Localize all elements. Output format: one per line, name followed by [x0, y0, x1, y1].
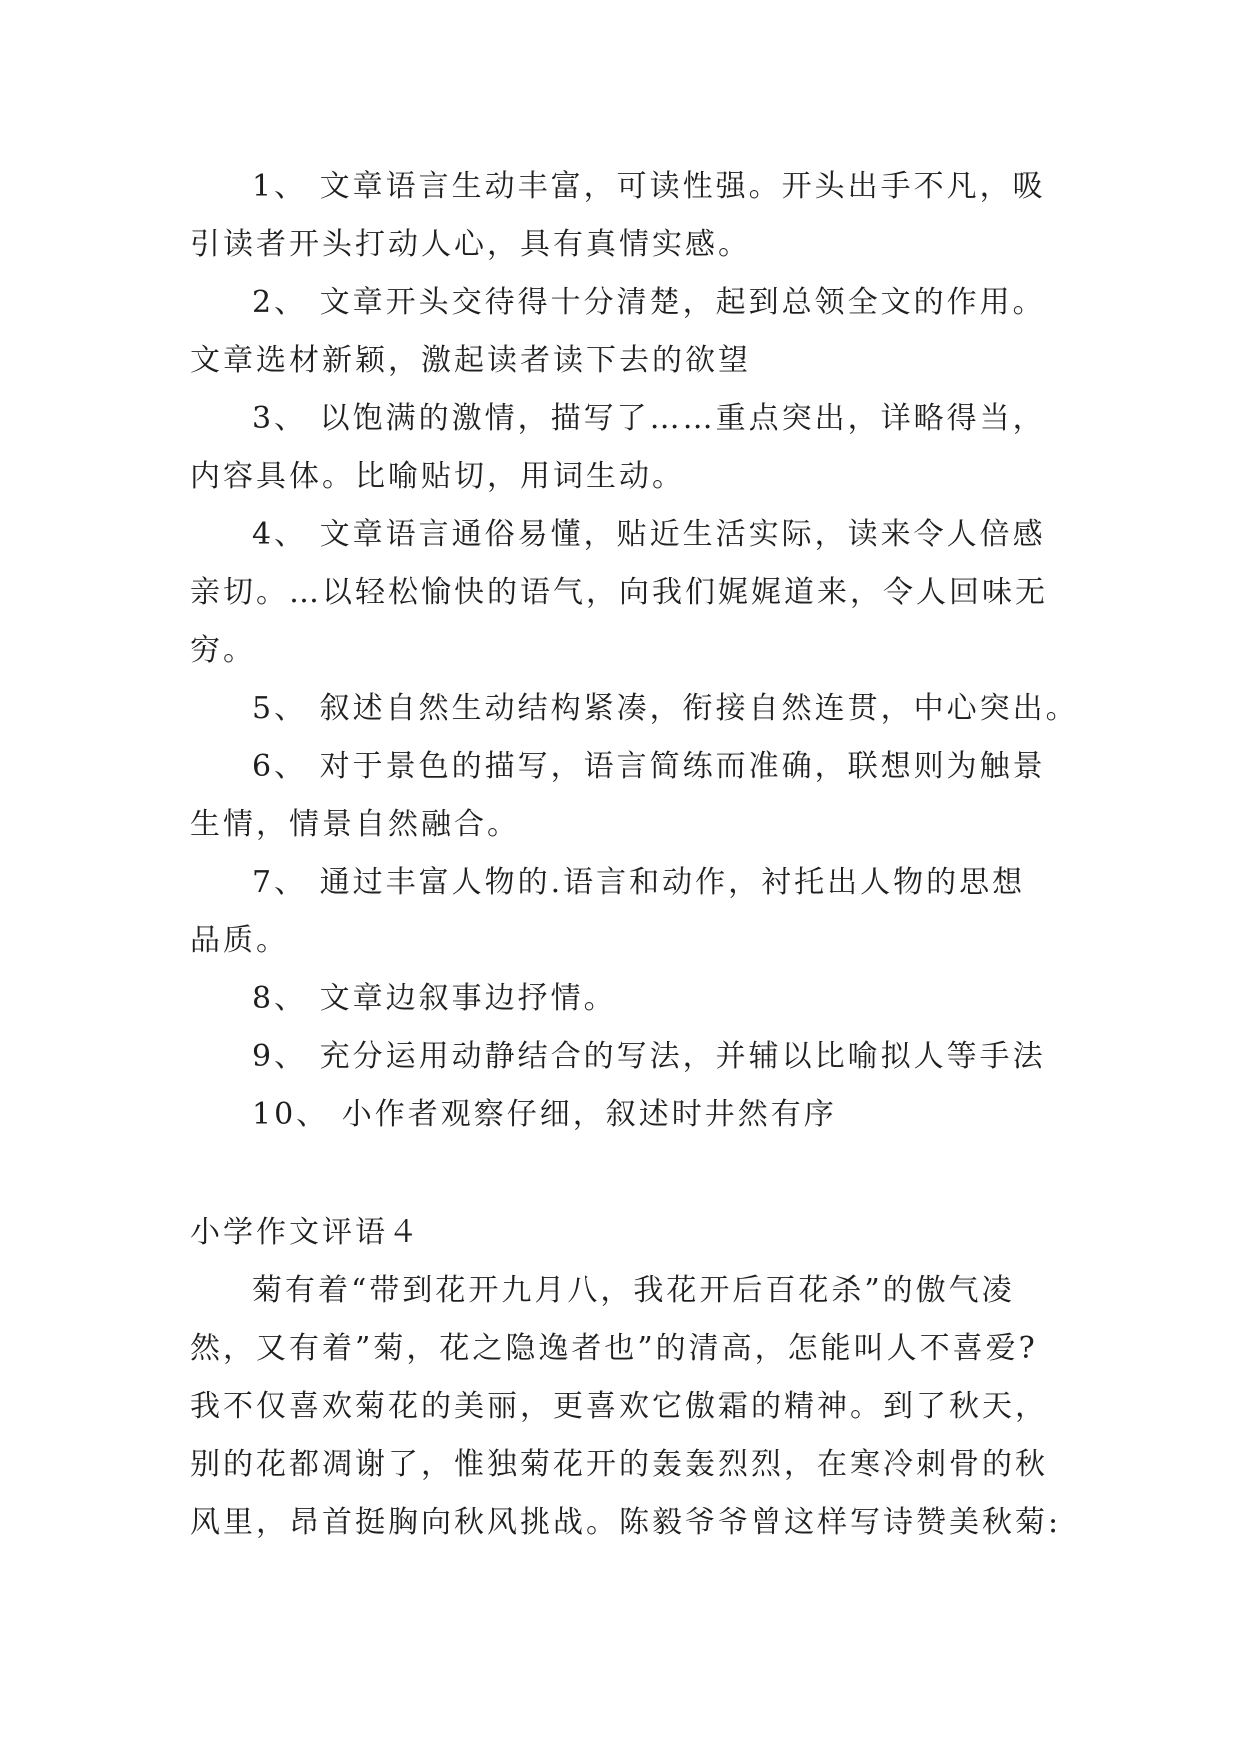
section-heading: 小学作文评语４ [190, 1215, 421, 1250]
paragraph-line-4: 别的花都凋谢了，惟独菊花开的轰轰烈烈，在寒冷刺骨的秋 [190, 1447, 1048, 1482]
paragraph-line-2: 然，又有着”菊，花之隐逸者也”的清高，怎能叫人不喜爱? [190, 1331, 1038, 1366]
list-item-4-line-2: 亲切。…以轻松愉快的语气，向我们娓娓道来，令人回味无 [190, 575, 1048, 610]
list-item-10-line-1: 10、 小作者观察仔细，叙述时井然有序 [252, 1097, 837, 1132]
list-item-4-line-1: 4、 文章语言通俗易懂，贴近生活实际，读来令人倍感 [252, 517, 1046, 552]
paragraph-line-1: 菊有着“带到花开九月八，我花开后百花杀”的傲气凌 [252, 1273, 1015, 1308]
list-item-7-line-1: 7、 通过丰富人物的.语言和动作，衬托出人物的思想 [252, 865, 1026, 900]
list-item-3-line-2: 内容具体。比喻贴切，用词生动。 [190, 459, 685, 494]
list-item-7-line-2: 品质。 [190, 923, 289, 958]
list-item-3-line-1: 3、 以饱满的激情，描写了……重点突出，详略得当， [252, 401, 1046, 436]
list-item-8-line-1: 8、 文章边叙事边抒情。 [252, 981, 617, 1016]
list-item-2-line-1: 2、 文章开头交待得十分清楚，起到总领全文的作用。 [252, 285, 1046, 320]
paragraph-line-3: 我不仅喜欢菊花的美丽，更喜欢它傲霜的精神。到了秋天， [190, 1389, 1048, 1424]
paragraph-line-5: 风里，昂首挺胸向秋风挑战。陈毅爷爷曾这样写诗赞美秋菊: [190, 1505, 1062, 1540]
list-item-5-line-1: 5、 叙述自然生动结构紧凑，衔接自然连贯，中心突出。 [252, 691, 1079, 726]
list-item-9-line-1: 9、 充分运用动静结合的写法，并辅以比喻拟人等手法 [252, 1039, 1046, 1074]
list-item-6-line-2: 生情，情景自然融合。 [190, 807, 520, 842]
list-item-4-line-3: 穷。 [190, 633, 256, 668]
list-item-2-line-2: 文章选材新颖，激起读者读下去的欲望 [190, 343, 751, 378]
list-item-6-line-1: 6、 对于景色的描写，语言简练而准确，联想则为触景 [252, 749, 1046, 784]
list-item-1-line-1: 1、 文章语言生动丰富，可读性强。开头出手不凡，吸 [252, 169, 1046, 204]
list-item-1-line-2: 引读者开头打动人心，具有真情实感。 [190, 227, 751, 262]
